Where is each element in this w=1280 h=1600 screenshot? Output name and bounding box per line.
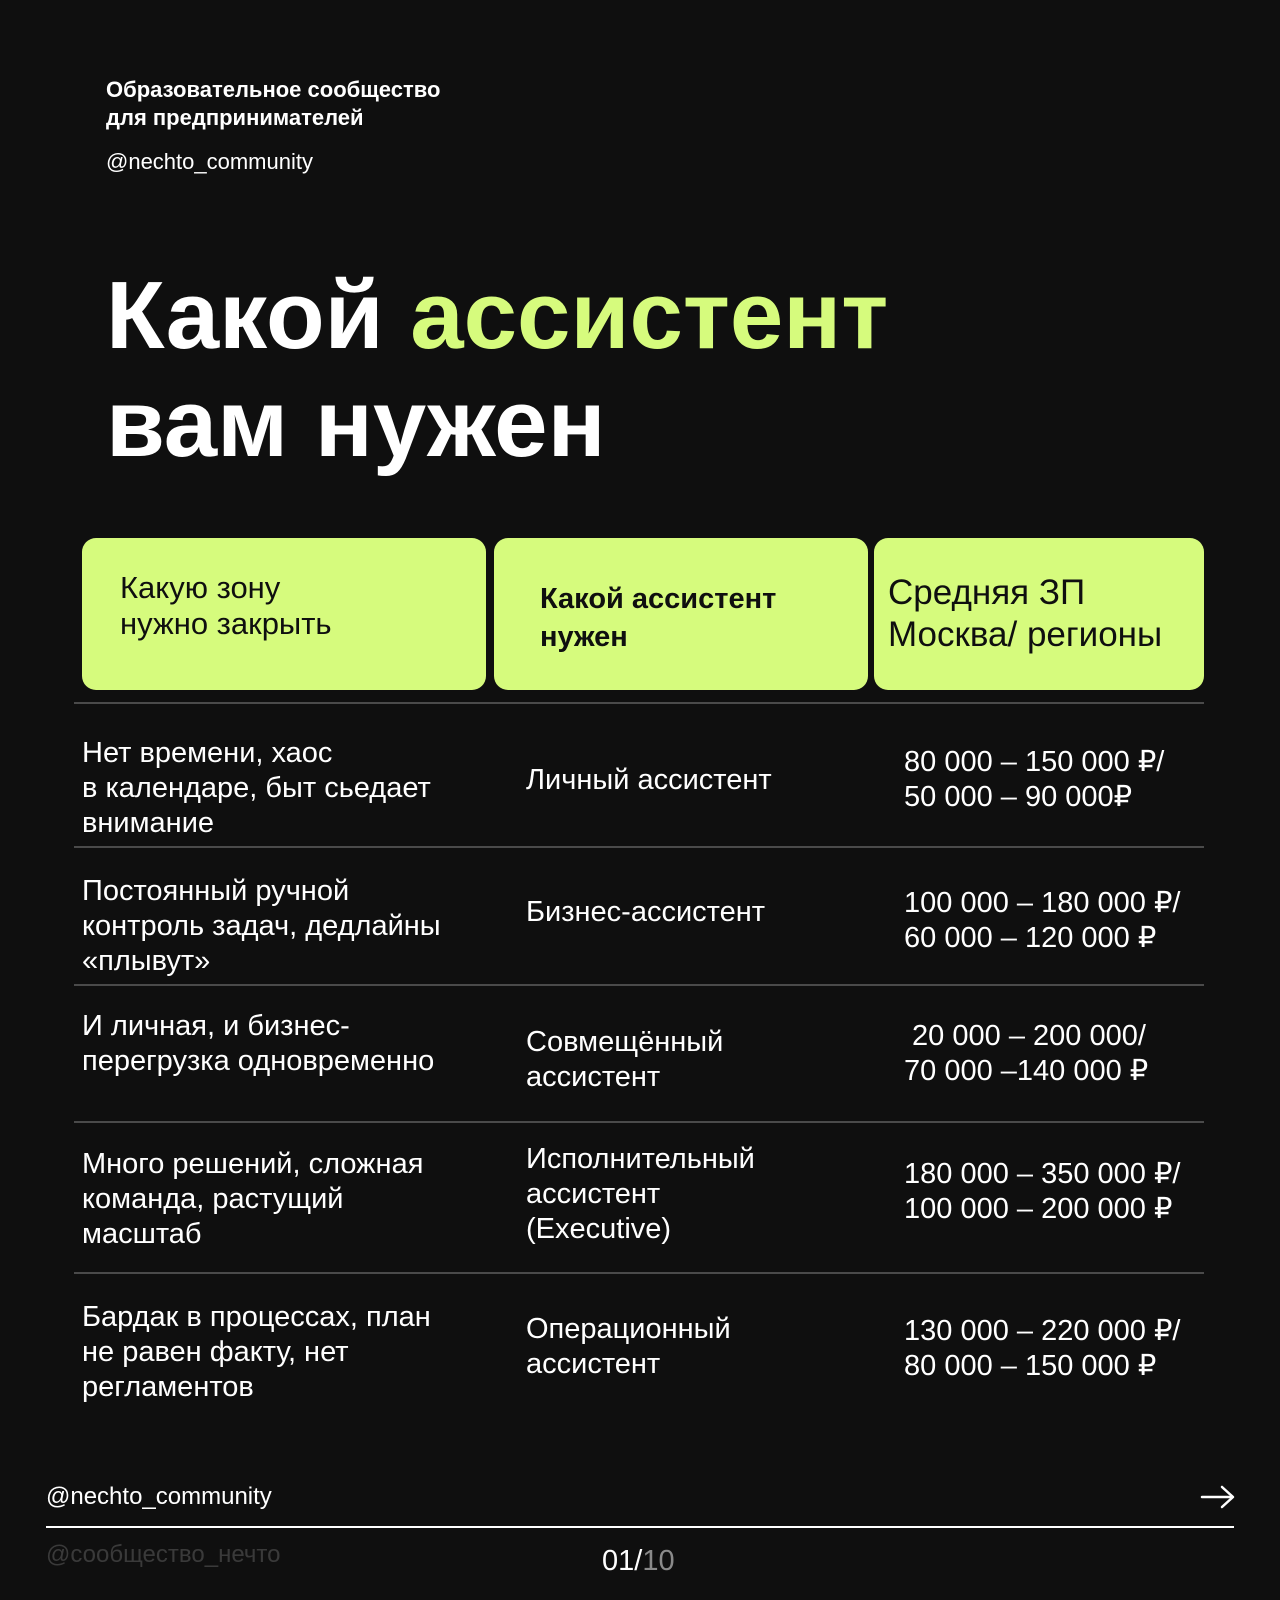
page-title xyxy=(106,262,888,478)
row-1-zone-line-2: в календаре, быт сьедает xyxy=(82,772,431,804)
row-1-zone-line-3: внимание xyxy=(82,807,215,839)
page-counter xyxy=(602,1544,675,1578)
row-1-assistant xyxy=(526,763,772,798)
column-header-salary xyxy=(874,538,1204,690)
table-divider xyxy=(74,984,1204,986)
column-header-assistant-line-1: Какой ассистент xyxy=(540,583,777,615)
footer-handle-russian: @сообщество_нечто xyxy=(46,1541,281,1568)
page-slash: / xyxy=(634,1545,643,1577)
organization-line-1: Образовательное сообщество xyxy=(106,77,441,102)
row-2-assistant-line-1: Бизнес-ассистент xyxy=(526,896,766,928)
title-line-2: вам нужен xyxy=(106,370,606,477)
page-current: 01 xyxy=(602,1545,635,1577)
row-2-zone xyxy=(82,874,441,979)
organization-description xyxy=(106,76,440,132)
row-5-salary xyxy=(904,1314,1180,1384)
row-2-assistant xyxy=(526,895,765,930)
row-4-salary xyxy=(904,1157,1180,1227)
row-3-assistant-line-2: ассистент xyxy=(526,1061,661,1093)
row-4-assistant xyxy=(526,1142,755,1247)
column-header-salary-line-1: Средняя ЗП xyxy=(888,573,1086,612)
row-5-assistant xyxy=(526,1312,731,1382)
row-5-zone-line-2: не равен факту, нет xyxy=(82,1336,349,1368)
organization-line-2: для предпринимателей xyxy=(106,105,364,130)
row-5-salary-line-2: 80 000 – 150 000 ₽ xyxy=(904,1350,1157,1382)
column-header-zone-line-2: нужно закрыть xyxy=(120,606,332,641)
table-divider xyxy=(74,846,1204,848)
row-1-salary-line-2: 50 000 – 90 000₽ xyxy=(904,781,1133,813)
footer-divider xyxy=(46,1526,1234,1528)
row-5-assistant-line-2: ассистент xyxy=(526,1348,661,1380)
title-part-1: Какой xyxy=(106,262,411,369)
row-1-salary xyxy=(904,745,1164,815)
row-2-salary-line-2: 60 000 – 120 000 ₽ xyxy=(904,922,1157,954)
row-3-zone-line-2: перегрузка одновременно xyxy=(82,1045,435,1077)
row-5-zone-line-1: Бардак в процессах, план xyxy=(82,1301,431,1333)
column-header-zone-line-1: Какую зону xyxy=(120,570,281,605)
title-line-1 xyxy=(106,262,888,370)
row-5-zone-line-3: регламентов xyxy=(82,1371,254,1403)
row-4-zone-line-3: масштаб xyxy=(82,1218,202,1250)
row-1-assistant-line-1: Личный ассистент xyxy=(526,764,772,796)
row-4-assistant-line-3: (Executive) xyxy=(526,1213,672,1245)
row-1-zone-line-1: Нет времени, хаос xyxy=(82,737,333,769)
row-5-salary-line-1: 130 000 – 220 000 ₽/ xyxy=(904,1315,1181,1347)
row-4-zone-line-1: Много решений, сложная xyxy=(82,1148,424,1180)
row-1-zone xyxy=(82,736,431,841)
footer-handle[interactable]: @nechto_community xyxy=(46,1483,272,1510)
row-4-assistant-line-1: Исполнительный xyxy=(526,1143,755,1175)
table-divider xyxy=(74,1121,1204,1123)
row-5-assistant-line-1: Операционный xyxy=(526,1313,731,1345)
row-3-zone-line-1: И личная, и бизнес- xyxy=(82,1010,350,1042)
row-1-salary-line-1: 80 000 – 150 000 ₽/ xyxy=(904,746,1165,778)
row-5-zone xyxy=(82,1300,431,1405)
row-3-salary-line-1: 20 000 – 200 000/ xyxy=(904,1020,1146,1052)
column-header-salary-line-2: Москва/ регионы xyxy=(888,615,1163,654)
row-2-salary xyxy=(904,886,1180,956)
page-total: 10 xyxy=(642,1545,675,1577)
row-4-zone-line-2: команда, растущий xyxy=(82,1183,344,1215)
column-header-assistant xyxy=(494,538,868,690)
column-header-assistant-line-2: нужен xyxy=(540,621,628,653)
row-2-zone-line-1: Постоянный ручной xyxy=(82,875,350,907)
row-3-assistant-line-1: Совмещённый xyxy=(526,1026,724,1058)
row-4-zone xyxy=(82,1147,423,1252)
row-2-salary-line-1: 100 000 – 180 000 ₽/ xyxy=(904,887,1181,919)
table-divider xyxy=(74,1272,1204,1274)
title-accent-word: ассистент xyxy=(410,262,889,369)
row-3-salary xyxy=(904,1019,1148,1089)
row-4-salary-line-1: 180 000 – 350 000 ₽/ xyxy=(904,1158,1181,1190)
arrow-right-icon[interactable] xyxy=(1200,1482,1236,1512)
row-3-assistant xyxy=(526,1025,723,1095)
row-4-salary-line-2: 100 000 – 200 000 ₽ xyxy=(904,1193,1173,1225)
row-3-salary-line-2: 70 000 –140 000 ₽ xyxy=(904,1055,1149,1087)
community-handle: @nechto_community xyxy=(106,149,313,174)
row-4-assistant-line-2: ассистент xyxy=(526,1178,661,1210)
table-divider xyxy=(74,702,1204,704)
row-2-zone-line-2: контроль задач, дедлайны xyxy=(82,910,441,942)
column-header-zone xyxy=(82,538,486,690)
row-3-zone xyxy=(82,1009,434,1079)
row-2-zone-line-3: «плывут» xyxy=(82,945,211,977)
